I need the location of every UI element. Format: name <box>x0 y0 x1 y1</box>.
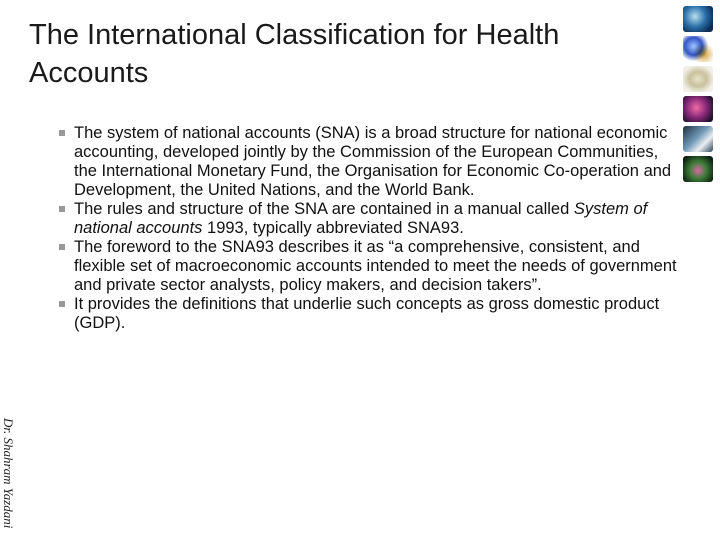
bullet-text: It provides the definitions that underlie such concepts as gross domestic product (GDP). <box>74 295 660 332</box>
bullet-item <box>62 200 682 238</box>
bullet-text: The system of national accounts (SNA) is a broad structure for national economic accounting, developed jointly by the Commission of the European Communities, the International Monetary Fund, the Organisation for Economic Co-operation and Development, the United Nations, and the World Bank. <box>74 124 672 199</box>
bullet-marker-icon <box>59 130 65 136</box>
bullet-marker-icon <box>59 244 65 250</box>
decorative-thumbnails <box>683 6 713 186</box>
bullet-text: The rules and structure of the SNA are contained in a manual called System of national accounts 1993, typically abbreviated SNA93. <box>74 200 648 237</box>
author-name: Dr. Shahram Yazdani <box>1 418 16 529</box>
bacteria-icon <box>683 66 713 92</box>
microscope-icon <box>683 126 713 152</box>
bullet-marker-icon <box>59 206 65 212</box>
author-credit <box>0 418 18 536</box>
slide-title: The International Classification for Health Accounts <box>29 19 560 89</box>
bullet-text: The foreword to the SNA93 describes it as “a comprehensive, consistent, and flexible set of macroeconomic accounts intended to meet the needs of government and private sector analysts, policy makers, and decision takers”. <box>74 238 677 294</box>
molecule-icon <box>683 36 713 62</box>
cell-icon <box>683 96 713 122</box>
bullet-item <box>62 238 682 295</box>
bullet-marker-icon <box>59 301 65 307</box>
bullet-item <box>62 295 682 333</box>
manual-title: System of national accounts <box>74 200 648 237</box>
globe-icon <box>683 6 713 32</box>
bullet-item <box>62 124 682 200</box>
bullet-list <box>62 124 682 333</box>
plant-icon <box>683 156 713 182</box>
